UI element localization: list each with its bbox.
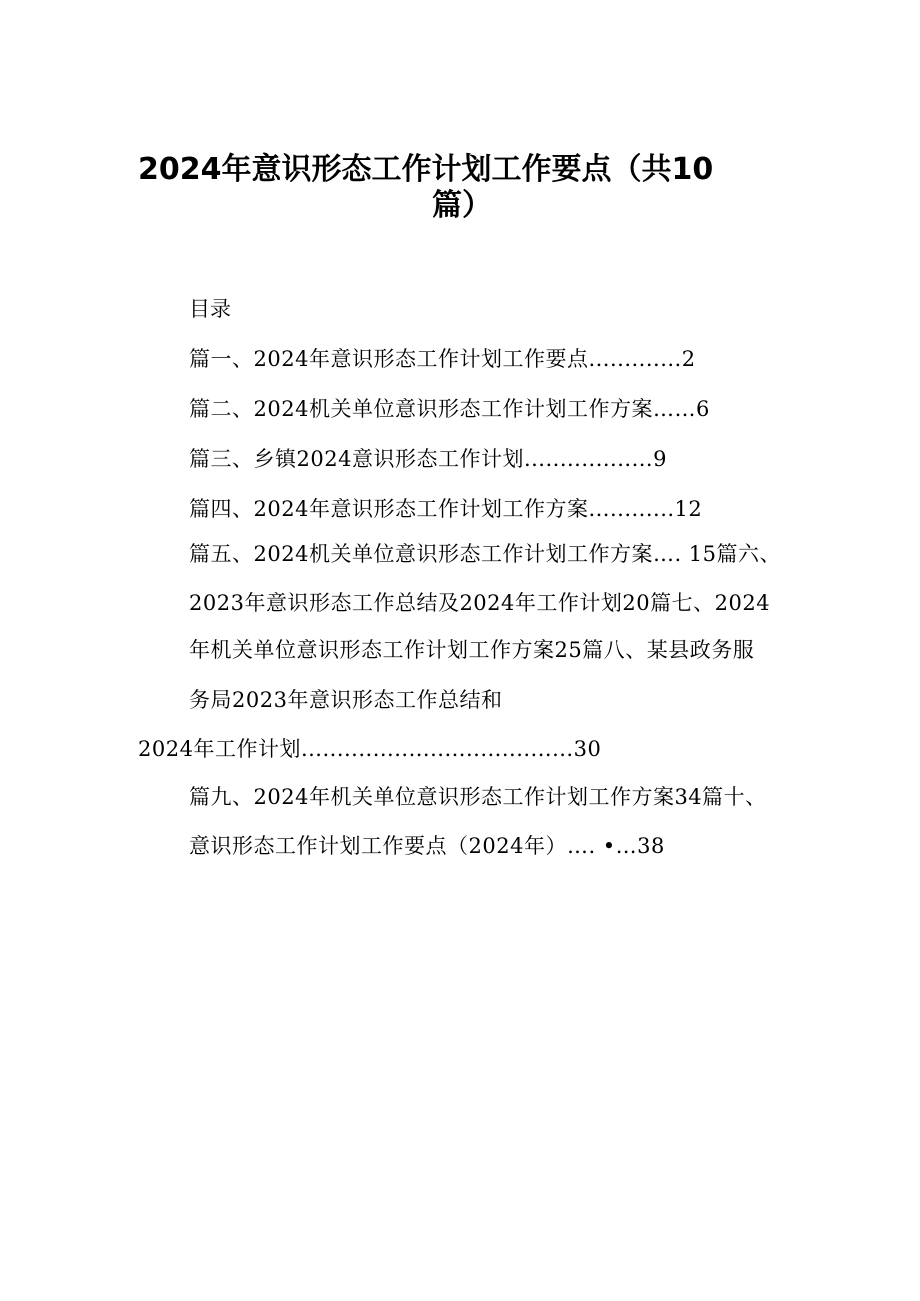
- document-title-line-1: 2024年意识形态工作计划工作要点（共10: [138, 152, 714, 187]
- toc-heading: 目录: [189, 297, 231, 321]
- toc-line: 2024年工作计划......................................30: [138, 737, 602, 761]
- toc-line: 年机关单位意识形态工作计划工作方案25篇八、某县政务服: [189, 638, 755, 662]
- toc-line: 意识形态工作计划工作要点（2024年）…. •…38: [189, 834, 665, 858]
- toc-line: 2023年意识形态工作总结及2024年工作计划20篇七、2024: [189, 591, 771, 615]
- toc-line: 篇四、2024年意识形态工作计划工作方案............12: [189, 497, 703, 521]
- toc-line: 篇九、2024年机关单位意识形态工作计划工作方案34篇十、: [189, 785, 767, 809]
- toc-line: 篇一、2024年意识形态工作计划工作要点.............2: [189, 347, 696, 371]
- toc-line: 篇三、乡镇2024意识形态工作计划..................9: [189, 447, 667, 471]
- toc-line: 篇二、2024机关单位意识形态工作计划工作方案……6: [189, 397, 710, 421]
- toc-line: 务局2023年意识形态工作总结和: [189, 688, 503, 712]
- toc-line: 篇五、2024机关单位意识形态工作计划工作方案…. 15篇六、: [189, 542, 782, 566]
- document-title-line-2: 篇）: [432, 188, 492, 223]
